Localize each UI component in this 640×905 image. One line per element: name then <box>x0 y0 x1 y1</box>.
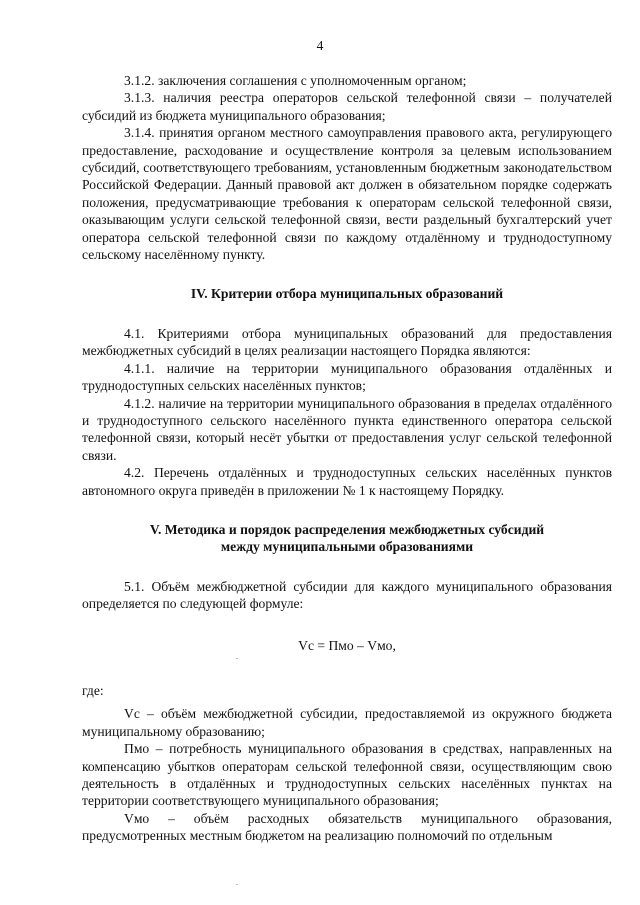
definition-vmo: Vмо – объём расходных обязательств муниципального образования, предусмотренных местным бюджетом на реализацию полномочий по отдельным <box>82 810 612 844</box>
document-body <box>82 72 612 845</box>
spacer <box>82 556 612 578</box>
paragraph-3-1-4: 3.1.4. принятия органом местного самоуправления правового акта, регулирующего предоставление, расходование и осуществление контроля за целевым использованием субсидий, соответствующего требованиям, установленным бюджетным законодательством Российской Федерации. Данный правовой акт должен в обязательном порядке содержать положения, предусматривающие требования к операторам сельской телефонной связи, оказывающим услуги сельской телефонной связи, вести раздельный бухгалтерский учет оператора сельской телефонной связи по каждому отдалённому и труднодоступному сельскому населённому пункту. <box>82 125 612 263</box>
paragraph-3-1-3: 3.1.3. наличия реестра операторов сельской телефонной связи – получателей субсидий из бюджета муниципального образования; <box>82 90 612 123</box>
spacer <box>82 654 612 682</box>
paragraph-3-1-2: 3.1.2. заключения соглашения с уполномоченным органом; <box>124 73 467 88</box>
scan-speck <box>236 884 238 885</box>
paragraph-5-1: 5.1. Объём межбюджетной субсидии для каждого муниципального образования определяется по следующей формуле: <box>82 578 612 612</box>
section-5-heading-line-1: V. Методика и порядок распределения межбюджетных субсидий <box>149 521 545 537</box>
paragraph-4-1-2: 4.1.2. наличие на территории муниципального образования в пределах отдалённого и труднодоступного сельского населённого пункта единственного оператора сельской телефонной связи, который несёт убытки от предоставления услуг сельской телефонной связи. <box>82 395 612 463</box>
where-label: где: <box>82 682 104 698</box>
definition-vc: Vc – объём межбюджетной субсидии, предоставляемой из окружного бюджета муниципальному образованию; <box>82 706 612 739</box>
paragraph-4-1-1: 4.1.1. наличие на территории муниципального образования отдалённых и труднодоступных сельских населённых пунктов; <box>82 360 612 394</box>
paragraph-4-2: 4.2. Перечень отдалённых и труднодоступных сельских населённых пунктов автономного округа приведён в приложении № 1 к настоящему Порядку. <box>82 465 612 498</box>
section-4-heading: IV. Критерии отбора муниципальных образований <box>190 286 504 302</box>
formula: Vc = Пмо – Vмо, <box>298 637 396 653</box>
paragraph-4-1: 4.1. Критериями отбора муниципальных образований для предоставления межбюджетных субсидий в целях реализации настоящего Порядка являются: <box>82 325 612 359</box>
spacer <box>82 499 612 521</box>
page-number: 4 <box>316 38 324 53</box>
spacer <box>82 613 612 637</box>
section-5-heading-line-2: между муниципальными образованиями <box>220 539 474 555</box>
scan-speck <box>236 658 238 659</box>
spacer <box>82 303 612 325</box>
spacer <box>82 263 612 285</box>
definition-pmo: Пмо – потребность муниципального образования в средствах, направленных на компенсацию убытков операторам сельской телефонной связи, осуществляющим свою деятельность в отдалённых и труднодоступных сельских населённых пунктах на территории соответствующего муниципального образования; <box>82 741 612 809</box>
